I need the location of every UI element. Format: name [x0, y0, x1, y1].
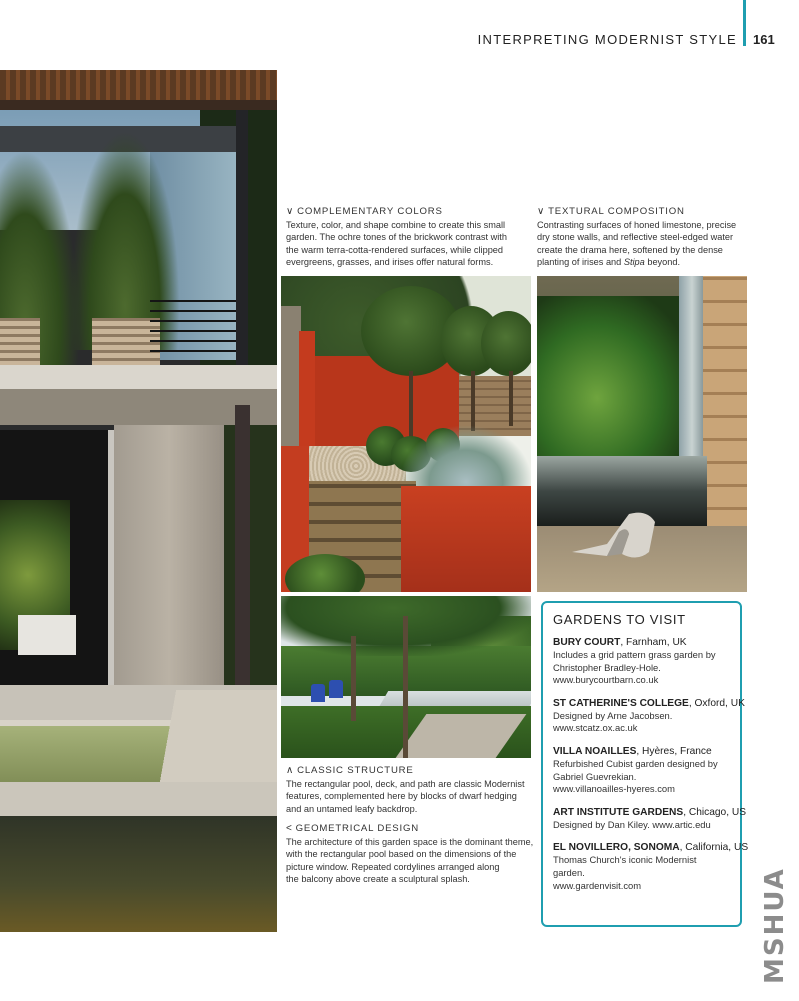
down-arrow-icon: ∨: [537, 206, 546, 217]
caption-geometrical-design: < GEOMETRICAL DESIGN The architecture of this garden space is the dominant theme, with the rectangular pool based on the dimensions of the picture window. Repeated cordylines arranged along the balcony above create a sculptural splash.: [286, 823, 536, 886]
up-arrow-icon: ∧: [286, 765, 295, 776]
garden-entry: ART INSTITUTE GARDENS, Chicago, US Designed by Dan Kiley. www.artic.edu: [553, 806, 747, 830]
left-arrow-icon: <: [286, 823, 293, 834]
garden-entry: EL NOVILLERO, SONOMA, California, US Thomas Church's iconic Modernist garden. www.gardenvisit.com: [553, 842, 749, 891]
garden-entry: VILLA NOAILLES, Hyères, France Refurbished Cubist garden designed by Gabriel Guevrekian. www.villanoailles-hyeres.com: [553, 745, 730, 796]
photo-modernist-house: [0, 70, 277, 932]
gardens-to-visit-title: GARDENS TO VISIT: [553, 612, 686, 627]
garden-entry: ST CATHERINE'S COLLEGE, Oxford, UK Designed by Arne Jacobsen. www.stcatz.ox.ac.uk: [553, 697, 745, 734]
page-number: 161: [753, 32, 775, 47]
header-rule: [743, 0, 746, 46]
photo-classic-structure: [281, 596, 531, 758]
down-arrow-icon: ∨: [286, 206, 295, 217]
garden-url[interactable]: www.villanoailles-hyeres.com: [553, 783, 675, 795]
sculpture-graphic: [567, 504, 662, 564]
caption-heading: ∨ TEXTURAL COMPOSITION: [537, 206, 685, 217]
photo-complementary-colors: [281, 276, 531, 592]
caption-classic-structure: ∧ CLASSIC STRUCTURE The rectangular pool, deck, and path are classic Modernist features, complemented here by blocks of dwarf hedging and an untamed leafy backdrop.: [286, 765, 536, 815]
caption-complementary-colors: ∨ COMPLEMENTARY COLORS Texture, color, and shape combine to create this small garden. The ochre tones of the brickwork contrast with the warm terra-cotta-rendered surfaces, while clipped evergreens, grasses, and irises offer natural forms.: [286, 206, 531, 269]
gardens-to-visit-box: [541, 601, 749, 927]
garden-url[interactable]: www.burycourtbarn.co.uk: [553, 674, 659, 686]
caption-textural-composition: ∨ TEXTURAL COMPOSITION Contrasting surfaces of honed limestone, precise dry stone walls, and reflective steel-edged water create the drama here, softened by the dense planting of irises and Stipa beyond.: [537, 206, 752, 269]
garden-url[interactable]: www.gardenvisit.com: [553, 879, 642, 891]
garden-url[interactable]: www.stcatz.ox.ac.uk: [553, 722, 638, 734]
caption-heading: ∧ CLASSIC STRUCTURE: [286, 765, 414, 776]
caption-heading: < GEOMETRICAL DESIGN: [286, 823, 419, 834]
watermark: MSHUA: [760, 867, 790, 984]
photo-textural-composition: [537, 276, 747, 592]
running-title: INTERPRETING MODERNIST STYLE: [477, 32, 737, 47]
caption-heading: ∨ COMPLEMENTARY COLORS: [286, 206, 443, 217]
garden-entry: BURY COURT, Farnham, UK Includes a grid pattern grass garden by Christopher Bradley-Hole. www.burycourtbarn.co.uk: [553, 636, 730, 687]
